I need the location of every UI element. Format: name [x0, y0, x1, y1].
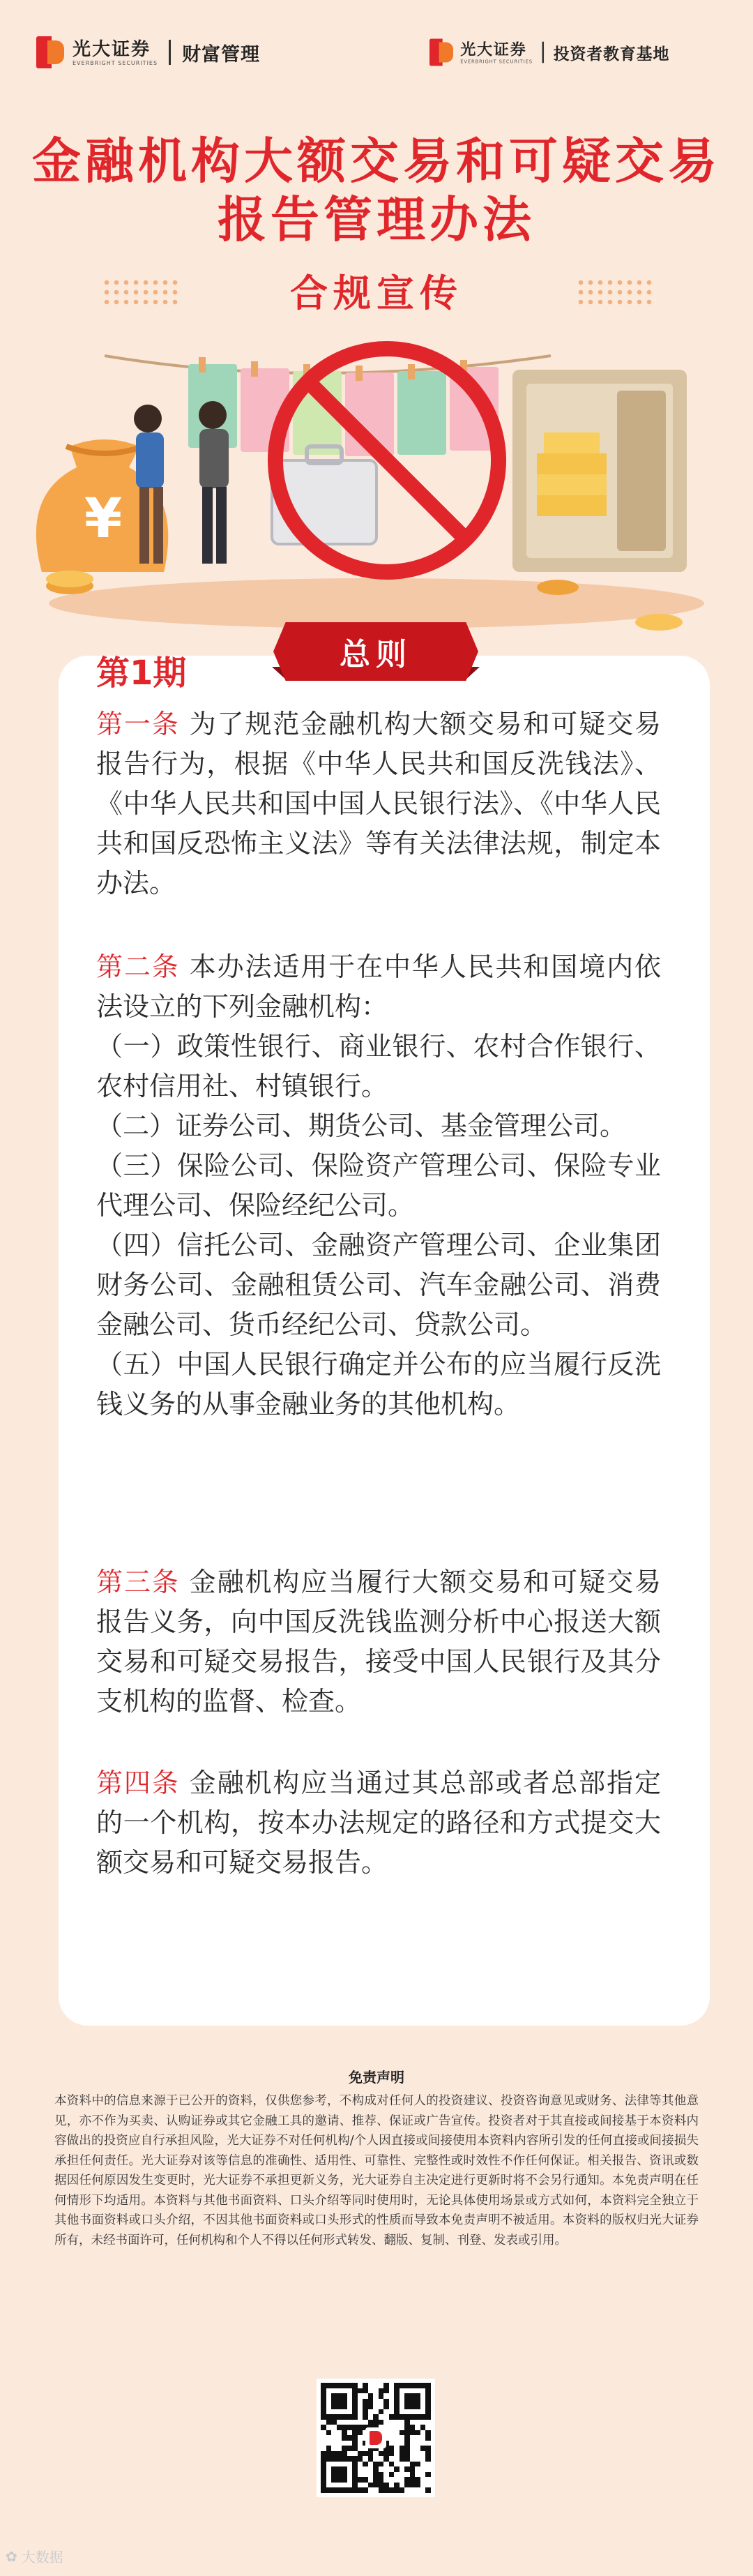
article-item: （二）证券公司、期货公司、基金管理公司。 [96, 1110, 627, 1141]
page-title-line2: 报告管理办法 [218, 191, 535, 248]
money-laundering-illustration [0, 328, 753, 656]
disclaimer-text: 本资料中的信息来源于已公开的资料，仅供您参考，不构成对任何人的投资建议、投资咨询意见或财务、法律等其他意见，亦不作为买卖、认购证券或其它金融工具的邀请、推荐、保证或广告宣传。投资者对于其直接或间接基于本资料内容做出的投资应自行承担风险，光大证券不对任何机构/个人因直接或间接使用本资料内容所引发的任何直接或间接损失承担任何责任。光大证券对该等信息的准确性、适用性、可靠性、完整性或时效性不作任何保证。相关报告、资讯或数据因任何原因发生变更时，光大证券不承担更新义务，光大证券自主决定进行更新时将不会另行通知。本免责声明在任何情形下均适用。本资料与其他书面资料、口头介绍等同时使用时，无论具体使用场景或方式如何，本资料完全独立于其他书面资料或口头介绍，不因其他书面资料或口头形式的性质而导致本免责声明不被适用。本资料的版权归光大证券所有，未经书面许可，任何机构和个人不得以任何形式转发、翻版、复制、刊登、发表或引用。 [54, 2094, 699, 2247]
issue-number: 第1期 [96, 654, 187, 693]
disclaimer-title: 免责声明 [349, 2069, 404, 2086]
brand-name-en: EVERBRIGHT SECURITIES [73, 59, 158, 66]
section-title: 总则 [340, 637, 412, 672]
ground-shadow [49, 578, 704, 628]
brand-name: 光大证券 [460, 40, 527, 59]
watermark-logo-icon: ✿ [6, 2547, 17, 2565]
article-paragraph [96, 947, 661, 1027]
watermark-text: 大数据 [21, 2549, 63, 2566]
everbright-wealth-logo [36, 36, 260, 68]
article-2 [96, 947, 661, 1424]
money-bag-symbol: ¥ [84, 488, 123, 550]
article-paragraph [96, 705, 661, 903]
brand-divider [169, 40, 171, 65]
article-1 [96, 705, 661, 903]
watermark [6, 2546, 63, 2566]
article-paragraph [96, 1763, 661, 1883]
article-title: 第一条 [96, 709, 180, 739]
article-title: 第二条 [96, 951, 180, 982]
brand-name: 光大证券 [73, 38, 151, 60]
article-item: （一）政策性银行、商业银行、农村合作银行、农村信用社、村镇银行。 [96, 1031, 661, 1101]
brand-name-en: EVERBRIGHT SECURITIES [460, 58, 533, 64]
brand-subtitle: 投资者教育基地 [553, 45, 670, 63]
article-text: 金融机构应当履行大额交易和可疑交易报告义务，向中国反洗钱监测分析中心报送大额交易和可疑交易报告，接受中国人民银行及其分支机构的监督、检查。 [96, 1567, 661, 1717]
investor-education-logo [429, 38, 669, 66]
article-3 [96, 1562, 661, 1722]
article-item: （四）信托公司、金融资产管理公司、企业集团财务公司、金融租赁公司、汽车金融公司、消费金融公司、货币经纪公司、贷款公司。 [96, 1230, 661, 1340]
article-title: 第四条 [96, 1768, 180, 1798]
everbright-logo-icon [429, 38, 453, 66]
everbright-logo-icon [36, 36, 64, 68]
brand-subtitle: 财富管理 [182, 43, 261, 66]
article-item: （五）中国人民银行确定并公布的应当履行反洗钱义务的从事金融业务的其他机构。 [96, 1349, 661, 1419]
article-paragraph [96, 1562, 661, 1722]
article-4 [96, 1763, 661, 1883]
brand-divider [542, 42, 545, 63]
people-carrying-icon [134, 401, 229, 564]
page-title-line1: 金融机构大额交易和可疑交易 [32, 133, 721, 190]
header [0, 0, 753, 105]
qr-code[interactable] [317, 2379, 435, 2497]
article-text: 金融机构应当通过其总部或者总部指定的一个机构，按本办法规定的路径和方式提交大额交易和可疑交易报告。 [96, 1768, 661, 1878]
article-title: 第三条 [96, 1567, 180, 1597]
article-item: （三）保险公司、保险资产管理公司、保险专业代理公司、保险经纪公司。 [96, 1150, 661, 1221]
qr-center-logo-icon [365, 2427, 386, 2448]
safe-icon [512, 370, 687, 572]
page-subtitle: 合规宣传 [290, 271, 463, 315]
article-text: 本办法适用于在中华人民共和国境内依法设立的下列金融机构： [96, 951, 661, 1022]
section-tab [273, 622, 478, 681]
article-text: 为了规范金融机构大额交易和可疑交易报告行为，根据《中华人民共和国反洗钱法》、《中华人民共和国中国人民银行法》、《中华人民共和国反恐怖主义法》等有关法律法规，制定本办法。 [96, 709, 661, 898]
